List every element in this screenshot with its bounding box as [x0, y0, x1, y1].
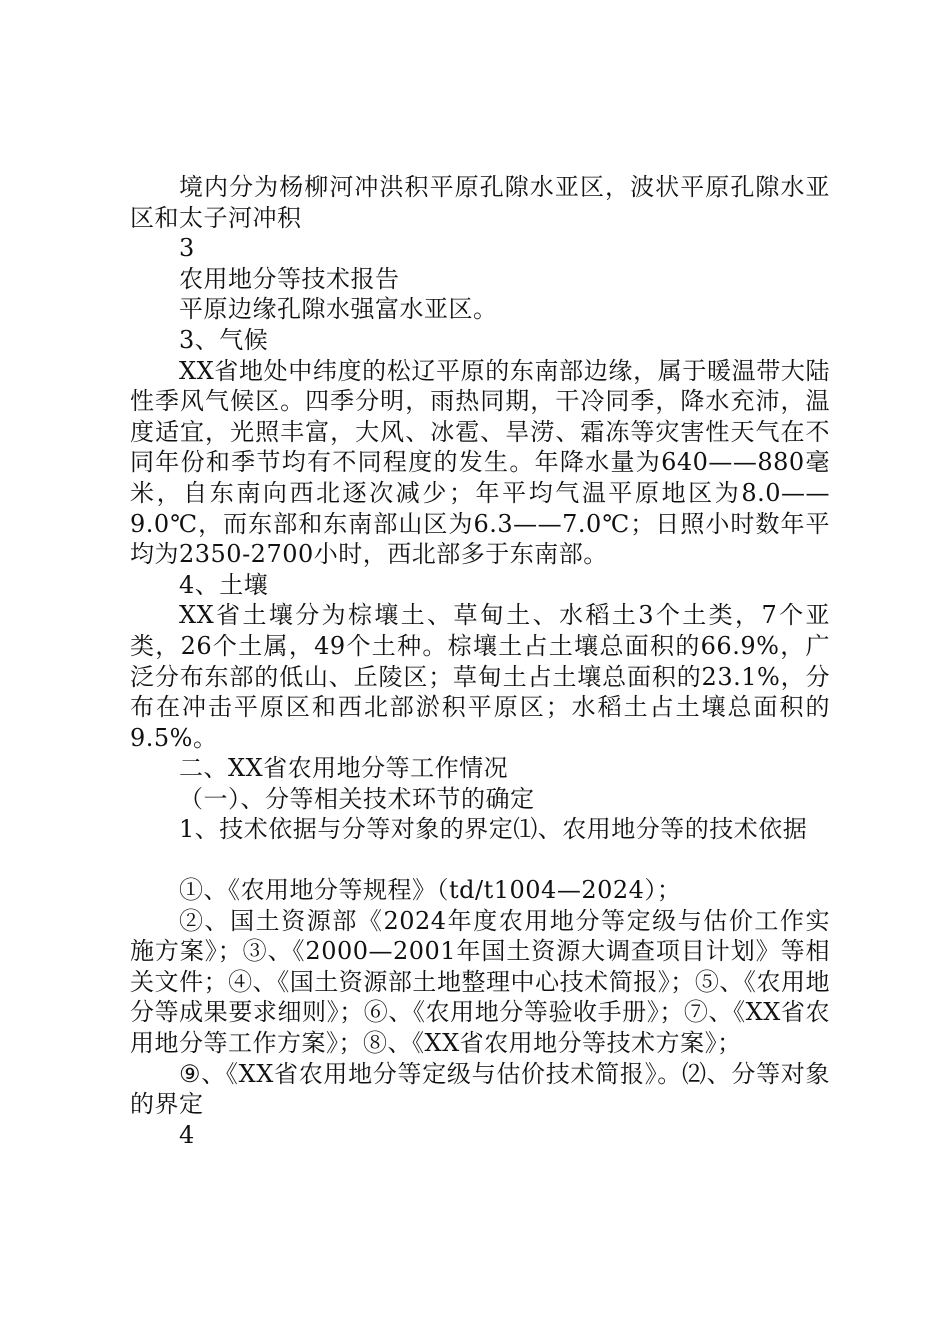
heading-technical-basis: 1、技术依据与分等对象的界定⑴、农用地分等的技术依据: [179, 815, 808, 844]
blank-line: [130, 845, 830, 875]
heading-soil: 4、土壤: [179, 570, 269, 599]
heading-section-two: 二、XX省农用地分等工作情况: [179, 754, 509, 783]
paragraph-hydro-zones: 境内分为杨柳河冲洪积平原孔隙水亚区，波状平原孔隙水亚区和太子河冲积: [130, 173, 830, 232]
page-number-4: 4: [179, 1120, 195, 1149]
document-body: [130, 172, 830, 1150]
running-header: 农用地分等技术报告: [179, 264, 400, 293]
reference-item-9: ⑨、《XX省农用地分等定级与估价技术简报》。⑵、分等对象的界定: [130, 1059, 830, 1119]
paragraph-soil: XX省土壤分为棕壤土、草甸土、水稻土3个土类，7个亚类，26个土属，49个土种。棕壤土占土壤总面积的66.9%，广泛分布东部的低山、丘陵区；草甸土占土壤总面积的23.1%，分布在冲击平原区和西北部淤积平原区；水稻土占土壤总面积的9.5%。: [130, 601, 830, 752]
heading-climate: 3、气候: [179, 325, 269, 354]
page-number-3: 3: [179, 234, 195, 263]
heading-subsection-one: （一）、分等相关技术环节的确定: [179, 784, 535, 813]
reference-item-1: ①、《农用地分等规程》（td/t1004—2024）；: [179, 876, 682, 905]
reference-items-2-8: ②、国土资源部《2024年度农用地分等定级与估价工作实施方案》；③、《2000—2001年国土资源大调查项目计划》等相关文件；④、《国土资源部土地整理中心技术简报》；⑤、《农用地分等成果要求细则》；⑥、《农用地分等验收手册》；⑦、《XX省农用地分等工作方案》；⑧、《XX省农用地分等技术方案》；: [130, 906, 830, 1058]
paragraph-climate: XX省地处中纬度的松辽平原的东南部边缘，属于暖温带大陆性季风气候区。四季分明，雨热同期，干冷同季，降水充沛，温度适宜，光照丰富，大风、冰雹、旱涝、霜冻等灾害性天气在不同年份和季节均有不同程度的发生。年降水量为640——880毫米，自东南向西北逐次减少；年平均气温平原地区为8.0——9.0℃，而东部和东南部山区为6.3——7.0℃；日照小时数年平均为2350-2700小时，西北部多于东南部。: [130, 356, 830, 569]
paragraph-hydro-continued: 平原边缘孔隙水强富水亚区。: [179, 295, 498, 324]
